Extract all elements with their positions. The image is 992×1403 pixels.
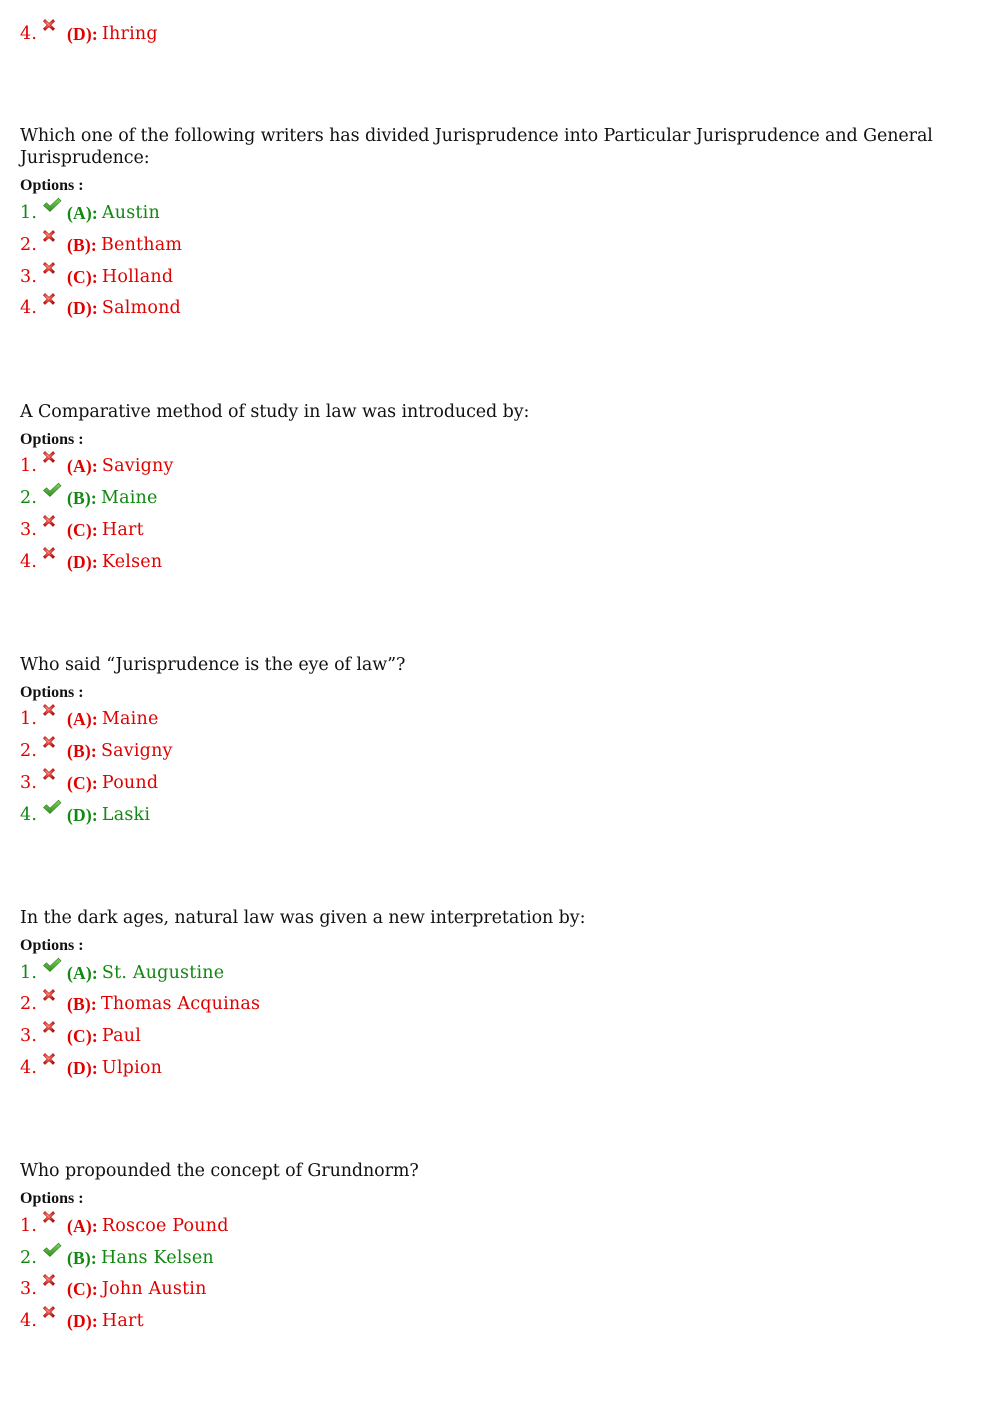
option-letter: (A):: [67, 708, 98, 729]
option-number: 3.: [20, 267, 38, 287]
cross-icon: [42, 1305, 64, 1327]
option-row: [20, 547, 162, 577]
option-number: 1.: [20, 963, 38, 983]
option-row: [20, 293, 181, 323]
option-row: [20, 515, 144, 545]
option-row: [20, 1021, 141, 1051]
option-row: [20, 451, 174, 481]
check-icon: [42, 957, 64, 979]
option-row: [20, 1274, 207, 1304]
option-letter: (C):: [67, 1278, 98, 1299]
option-row: [20, 1243, 214, 1273]
option-number: 3.: [20, 773, 38, 793]
option-letter: (D):: [67, 23, 98, 44]
option-letter: (B):: [67, 234, 97, 255]
option-row: [20, 768, 158, 798]
cross-icon: [42, 1273, 64, 1295]
option-letter: (B):: [67, 1247, 97, 1268]
option-letter: (A):: [67, 202, 98, 223]
option-row: [20, 989, 260, 1019]
cross-icon: [42, 18, 64, 40]
option-letter: (A):: [67, 962, 98, 983]
check-icon: [42, 482, 64, 504]
option-number: 2.: [20, 1248, 38, 1268]
option-row: [20, 230, 182, 260]
option-text: Hans Kelsen: [100, 1248, 214, 1268]
option-text: Pound: [101, 773, 159, 793]
option-text: Laski: [101, 805, 151, 825]
option-row: [20, 704, 159, 734]
option-text: Roscoe Pound: [101, 1216, 229, 1236]
option-text: Kelsen: [101, 552, 163, 572]
cross-icon: [42, 514, 64, 536]
option-text: Paul: [101, 1026, 142, 1046]
option-text: Maine: [100, 488, 158, 508]
option-letter: (A):: [67, 455, 98, 476]
option-text: Thomas Acquinas: [100, 994, 261, 1014]
option-number: 4.: [20, 24, 38, 44]
options-label: Options :: [20, 937, 84, 954]
option-text: Ihring: [101, 24, 158, 44]
option-number: 2.: [20, 741, 38, 761]
option-letter: (C):: [67, 772, 98, 793]
options-label: Options :: [20, 684, 84, 701]
cross-icon: [42, 229, 64, 251]
question-text: A Comparative method of study in law was introduced by:: [20, 402, 530, 422]
option-text: Holland: [101, 267, 174, 287]
options-label: Options :: [20, 1190, 84, 1207]
options-label: Options :: [20, 177, 84, 194]
cross-icon: [42, 1052, 64, 1074]
option-text: Savigny: [101, 456, 174, 476]
question-text: Which one of the following writers has divided Jurisprudence into Particular Jurisprudence and General Jurisprudence:: [20, 126, 933, 168]
cross-icon: [42, 450, 64, 472]
option-row: [20, 1053, 162, 1083]
option-letter: (D):: [67, 297, 98, 318]
option-letter: (D):: [67, 1057, 98, 1078]
option-number: 4.: [20, 298, 38, 318]
option-letter: (D):: [67, 804, 98, 825]
option-number: 3.: [20, 1026, 38, 1046]
option-number: 1.: [20, 203, 38, 223]
cross-icon: [42, 1020, 64, 1042]
option-text: John Austin: [101, 1279, 207, 1299]
check-icon: [42, 1242, 64, 1264]
option-text: Maine: [101, 709, 159, 729]
option-number: 1.: [20, 1216, 38, 1236]
option-number: 4.: [20, 805, 38, 825]
cross-icon: [42, 546, 64, 568]
option-letter: (D):: [67, 1310, 98, 1331]
cross-icon: [42, 703, 64, 725]
option-text: St. Augustine: [101, 963, 225, 983]
cross-icon: [42, 735, 64, 757]
cross-icon: [42, 767, 64, 789]
options-label: Options :: [20, 431, 84, 448]
option-letter: (D):: [67, 551, 98, 572]
option-text: Salmond: [101, 298, 181, 318]
option-row: [20, 19, 158, 49]
check-icon: [42, 197, 64, 219]
cross-icon: [42, 1210, 64, 1232]
option-number: 1.: [20, 456, 38, 476]
option-row: [20, 1211, 229, 1241]
option-number: 3.: [20, 520, 38, 540]
option-number: 4.: [20, 552, 38, 572]
question-text: Who propounded the concept of Grundnorm?: [20, 1161, 419, 1181]
option-row: [20, 262, 173, 292]
option-number: 4.: [20, 1058, 38, 1078]
option-row: [20, 800, 150, 830]
option-row: [20, 1306, 144, 1336]
option-number: 4.: [20, 1311, 38, 1331]
cross-icon: [42, 988, 64, 1010]
question-text: Who said “Jurisprudence is the eye of law”?: [20, 655, 406, 675]
option-text: Hart: [101, 520, 144, 540]
cross-icon: [42, 261, 64, 283]
option-letter: (C):: [67, 519, 98, 540]
option-number: 2.: [20, 994, 38, 1014]
option-text: Austin: [101, 203, 160, 223]
option-letter: (B):: [67, 740, 97, 761]
option-number: 3.: [20, 1279, 38, 1299]
option-row: [20, 483, 158, 513]
question-text: In the dark ages, natural law was given a new interpretation by:: [20, 908, 586, 928]
option-letter: (B):: [67, 487, 97, 508]
option-letter: (A):: [67, 1215, 98, 1236]
option-number: 2.: [20, 488, 38, 508]
option-letter: (C):: [67, 266, 98, 287]
option-row: [20, 198, 160, 228]
check-icon: [42, 799, 64, 821]
option-text: Hart: [101, 1311, 144, 1331]
option-letter: (C):: [67, 1025, 98, 1046]
option-text: Ulpion: [101, 1058, 163, 1078]
option-number: 2.: [20, 235, 38, 255]
option-text: Savigny: [100, 741, 173, 761]
option-text: Bentham: [100, 235, 183, 255]
option-number: 1.: [20, 709, 38, 729]
option-row: [20, 958, 224, 988]
option-letter: (B):: [67, 993, 97, 1014]
option-row: [20, 736, 173, 766]
cross-icon: [42, 292, 64, 314]
